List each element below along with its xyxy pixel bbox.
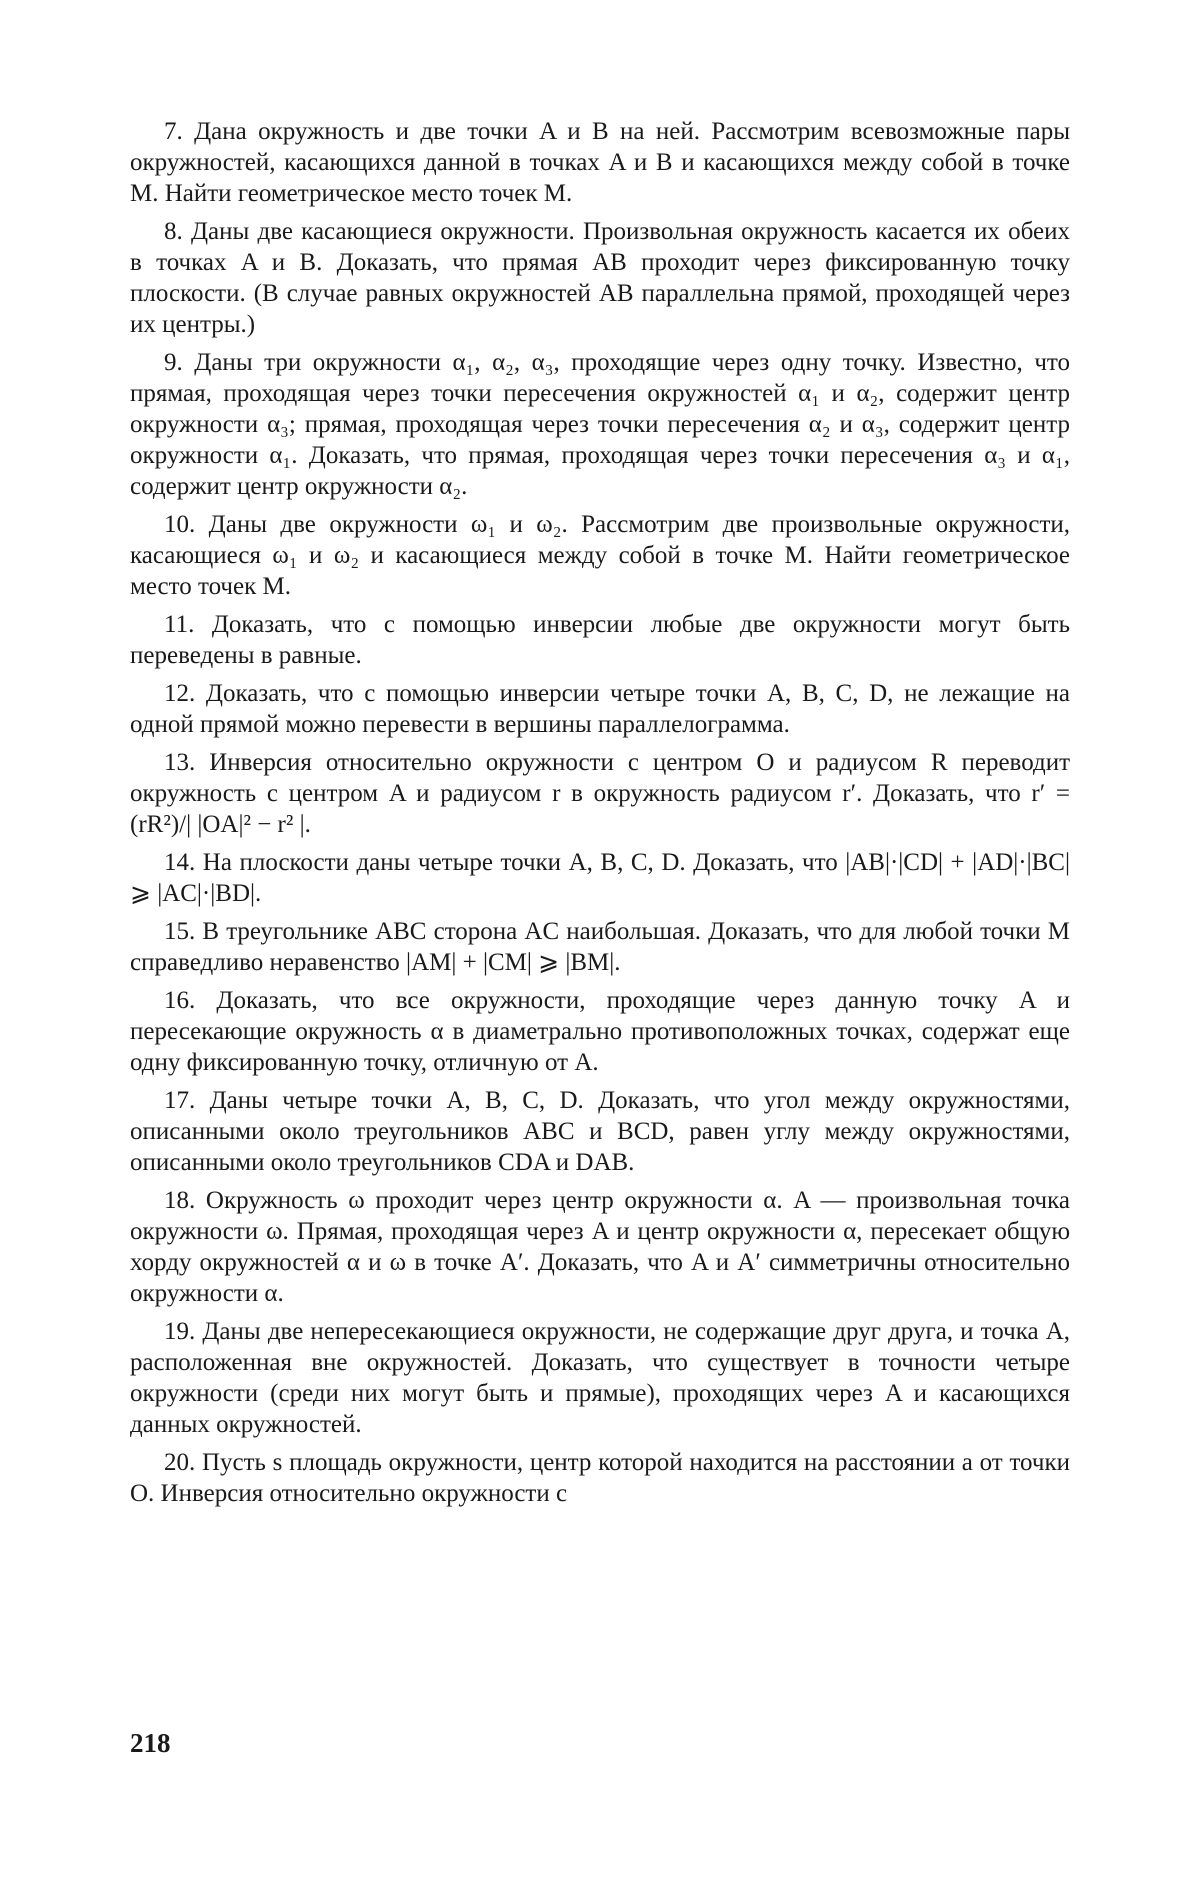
problem-11-text: 11. Доказать, что с помощью инверсии любые две окружности могут быть переведены в равные. [130,611,1070,669]
problem-20 [130,1447,1070,1509]
problem-8-text: 8. Даны две касающиеся окружности. Произвольная окружность касается их обеих в точках A и B. Доказать, что прямая AB проходит через фиксированную точку плоскости. (В случае равных окружностей AB параллельна прямой, проходящей через их центры.) [130,218,1070,338]
problem-14 [130,847,1070,909]
problem-13 [130,747,1070,840]
problem-10 [130,509,1070,602]
problem-7-text: 7. Дана окружность и две точки A и B на ней. Рассмотрим всевозможные пары окружностей, касающихся данной в точках A и B и касающихся между собой в точке M. Найти геометрическое место точек M. [130,118,1070,207]
problem-12 [130,678,1070,740]
problem-9-text: 9. Даны три окружности α₁, α₂, α₃, проходящие через одну точку. Известно, что прямая, проходящая через точки пересечения окружностей α₁ и α₂, содержит центр окружности α₃; прямая, проходящая через точки пересечения α₂ и α₃, содержит центр окружности α₁. Доказать, что прямая, проходящая через точки пересечения α₃ и α₁, содержит центр окружности α₂. [130,349,1070,500]
problem-20-text: 20. Пусть s площадь окружности, центр которой находится на расстоянии a от точки O. Инверсия относительно окружности с [130,1449,1070,1507]
problem-16-text: 16. Доказать, что все окружности, проходящие через данную точку A и пересекающие окружность α в диаметрально противоположных точках, содержат еще одну фиксированную точку, отличную от A. [130,987,1070,1076]
page-body [130,116,1070,1516]
problem-10-text: 10. Даны две окружности ω₁ и ω₂. Рассмотрим две произвольные окружности, касающиеся ω₁ и ω₂ и касающиеся между собой в точке M. Найти геометрическое место точек M. [130,511,1070,600]
problem-7 [130,116,1070,209]
problem-11 [130,609,1070,671]
problem-14-text: 14. На плоскости даны четыре точки A, B, C, D. Доказать, что |AB|·|CD| + |AD|·|BC| ⩾ |AC|·|BD|. [130,849,1070,907]
problem-18 [130,1185,1070,1309]
problem-15 [130,916,1070,978]
problem-16 [130,985,1070,1078]
problem-19 [130,1316,1070,1440]
problem-17 [130,1085,1070,1178]
problem-15-text: 15. В треугольнике ABC сторона AC наибольшая. Доказать, что для любой точки M справедливо неравенство |AM| + |CM| ⩾ |BM|. [130,918,1070,976]
problem-13-text: 13. Инверсия относительно окружности с центром O и радиусом R переводит окружность с центром A и радиусом r в окружность радиусом r′. Доказать, что r′ = (rR²)/| |OA|² − r² |. [130,749,1070,838]
problem-9 [130,347,1070,502]
page-number: 218 [130,1728,171,1758]
problem-12-text: 12. Доказать, что с помощью инверсии четыре точки A, B, C, D, не лежащие на одной прямой можно перевести в вершины параллелограмма. [130,680,1070,738]
problem-8 [130,216,1070,340]
problem-17-text: 17. Даны четыре точки A, B, C, D. Доказать, что угол между окружностями, описанными около треугольников ABC и BCD, равен углу между окружностями, описанными около треугольников CDA и DAB. [130,1087,1070,1176]
problem-19-text: 19. Даны две непересекающиеся окружности, не содержащие друг друга, и точка A, расположенная вне окружностей. Доказать, что существует в точности четыре окружности (среди них могут быть и прямые), проходящих через A и касающихся данных окружностей. [130,1318,1070,1438]
problem-18-text: 18. Окружность ω проходит через центр окружности α. A — произвольная точка окружности ω. Прямая, проходящая через A и центр окружности α, пересекает общую хорду окружностей α и ω в точке A′. Доказать, что A и A′ симметричны относительно окружности α. [130,1187,1070,1307]
